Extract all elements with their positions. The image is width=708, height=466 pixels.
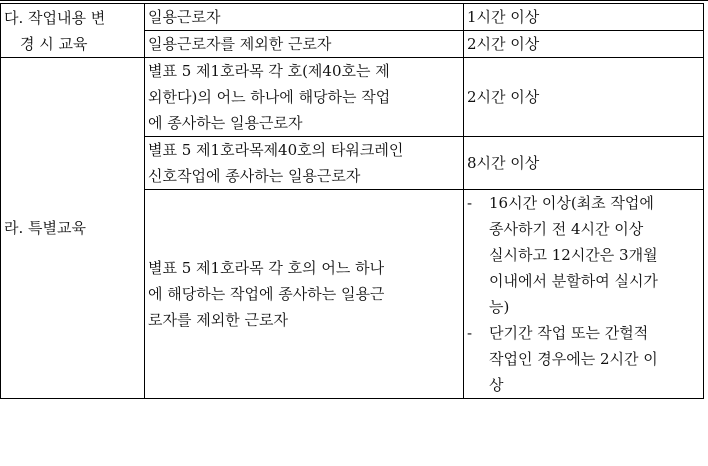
section-label-special: 라. 특별교육 [1, 58, 145, 399]
hours-notes [467, 190, 700, 398]
hours-cell: 8시간 이상 [464, 137, 704, 190]
hours-cell [464, 190, 704, 399]
table-row [1, 4, 704, 31]
top-rule [0, 0, 708, 1]
target-cell: 별표 5 제1호라목제40호의 타워크레인 신호작업에 종사하는 일용근로자 [145, 137, 464, 190]
note-item: - 단기간 작업 또는 간헐적 작업인 경우에는 2시간 이 상 [467, 320, 700, 398]
hours-cell: 1시간 이상 [464, 4, 704, 31]
note-item: - 16시간 이상(최초 작업에 종사하기 전 4시간 이상 실시하고 12시간은 3개월 이내에서 분할하여 실시가 능) [467, 190, 700, 320]
target-cell: 별표 5 제1호라목 각 호(제40호는 제 외한다)의 어느 하나에 해당하는 작업 에 종사하는 일용근로자 [145, 58, 464, 137]
section-label-work-change: 다. 작업내용 변 경 시 교육 [1, 4, 145, 58]
hours-cell: 2시간 이상 [464, 31, 704, 58]
hours-cell: 2시간 이상 [464, 58, 704, 137]
target-cell: 별표 5 제1호라목 각 호의 어느 하나 에 해당하는 작업에 종사하는 일용근 로자를 제외한 근로자 [145, 190, 464, 399]
target-cell: 일용근로자 [145, 4, 464, 31]
target-cell: 일용근로자를 제외한 근로자 [145, 31, 464, 58]
education-hours-table [0, 3, 704, 399]
table-row [1, 58, 704, 137]
